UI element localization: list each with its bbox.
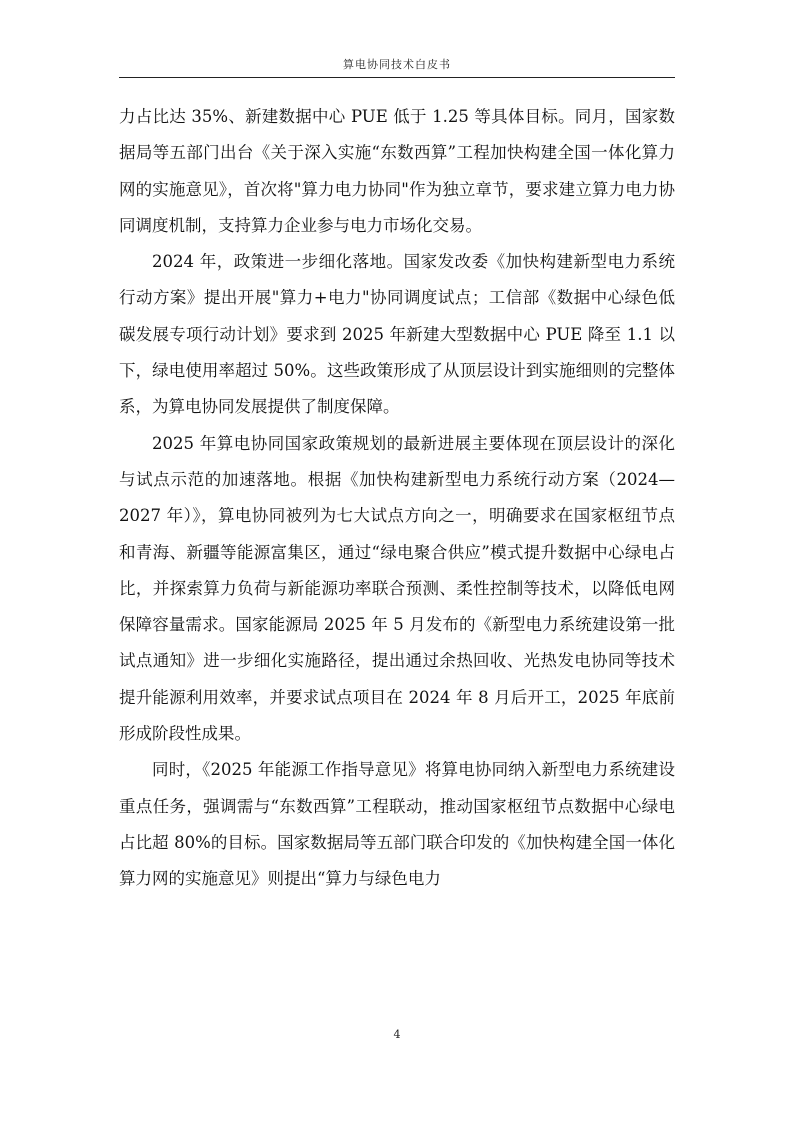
- paragraph: 2025 年算电协同国家政策规划的最新进展主要体现在顶层设计的深化与试点示范的加速落地。根据《加快构建新型电力系统行动方案（2024—2027 年）》，算电协同被列为七大试点方向之一，明确要求在国家枢纽节点和青海、新疆等能源富集区，通过“绿电聚合供应”模式提升数据中心绿电占比，并探索算力负荷与新能源功率联合预测、柔性控制等技术，以降低电网保障容量需求。国家能源局 2025 年 5 月发布的《新型电力系统建设第一批试点通知》进一步细化实施路径，提出通过余热回收、光热发电协同等技术提升能源利用效率，并要求试点项目在 2024 年 8 月后开工，2025 年底前形成阶段性成果。: [119, 433, 675, 744]
- header-rule: [119, 77, 675, 78]
- body-text: [119, 99, 675, 898]
- running-header: 算电协同技术白皮书: [343, 58, 451, 71]
- paragraph: 同时，《2025 年能源工作指导意见》将算电协同纳入新型电力系统建设重点任务，强调需与“东数西算”工程联动，推动国家枢纽节点数据中心绿电占比超 80%的目标。国家数据局等五部门联合印发的《加快构建全国一体化算力网的实施意见》则提出“算力与绿色电力: [119, 760, 675, 889]
- page-number: 4: [393, 1028, 401, 1041]
- paragraph-continued: 力占比达 35%、新建数据中心 PUE 低于 1.25 等具体目标。同月，国家数据局等五部门出台《关于深入实施“东数西算”工程加快构建全国一体化算力网的实施意见》，首次将"算力电力协同"作为独立章节，要求建立算力电力协同调度机制，支持算力企业参与电力市场化交易。: [119, 107, 675, 235]
- paragraph: 2024 年，政策进一步细化落地。国家发改委《加快构建新型电力系统行动方案》提出开展"算力+电力"协同调度试点；工信部《数据中心绿色低碳发展专项行动计划》要求到 2025 年新建大型数据中心 PUE 降至 1.1 以下，绿电使用率超过 50%。这些政策形成了从顶层设计到实施细则的完整体系，为算电协同发展提供了制度保障。: [119, 252, 675, 417]
